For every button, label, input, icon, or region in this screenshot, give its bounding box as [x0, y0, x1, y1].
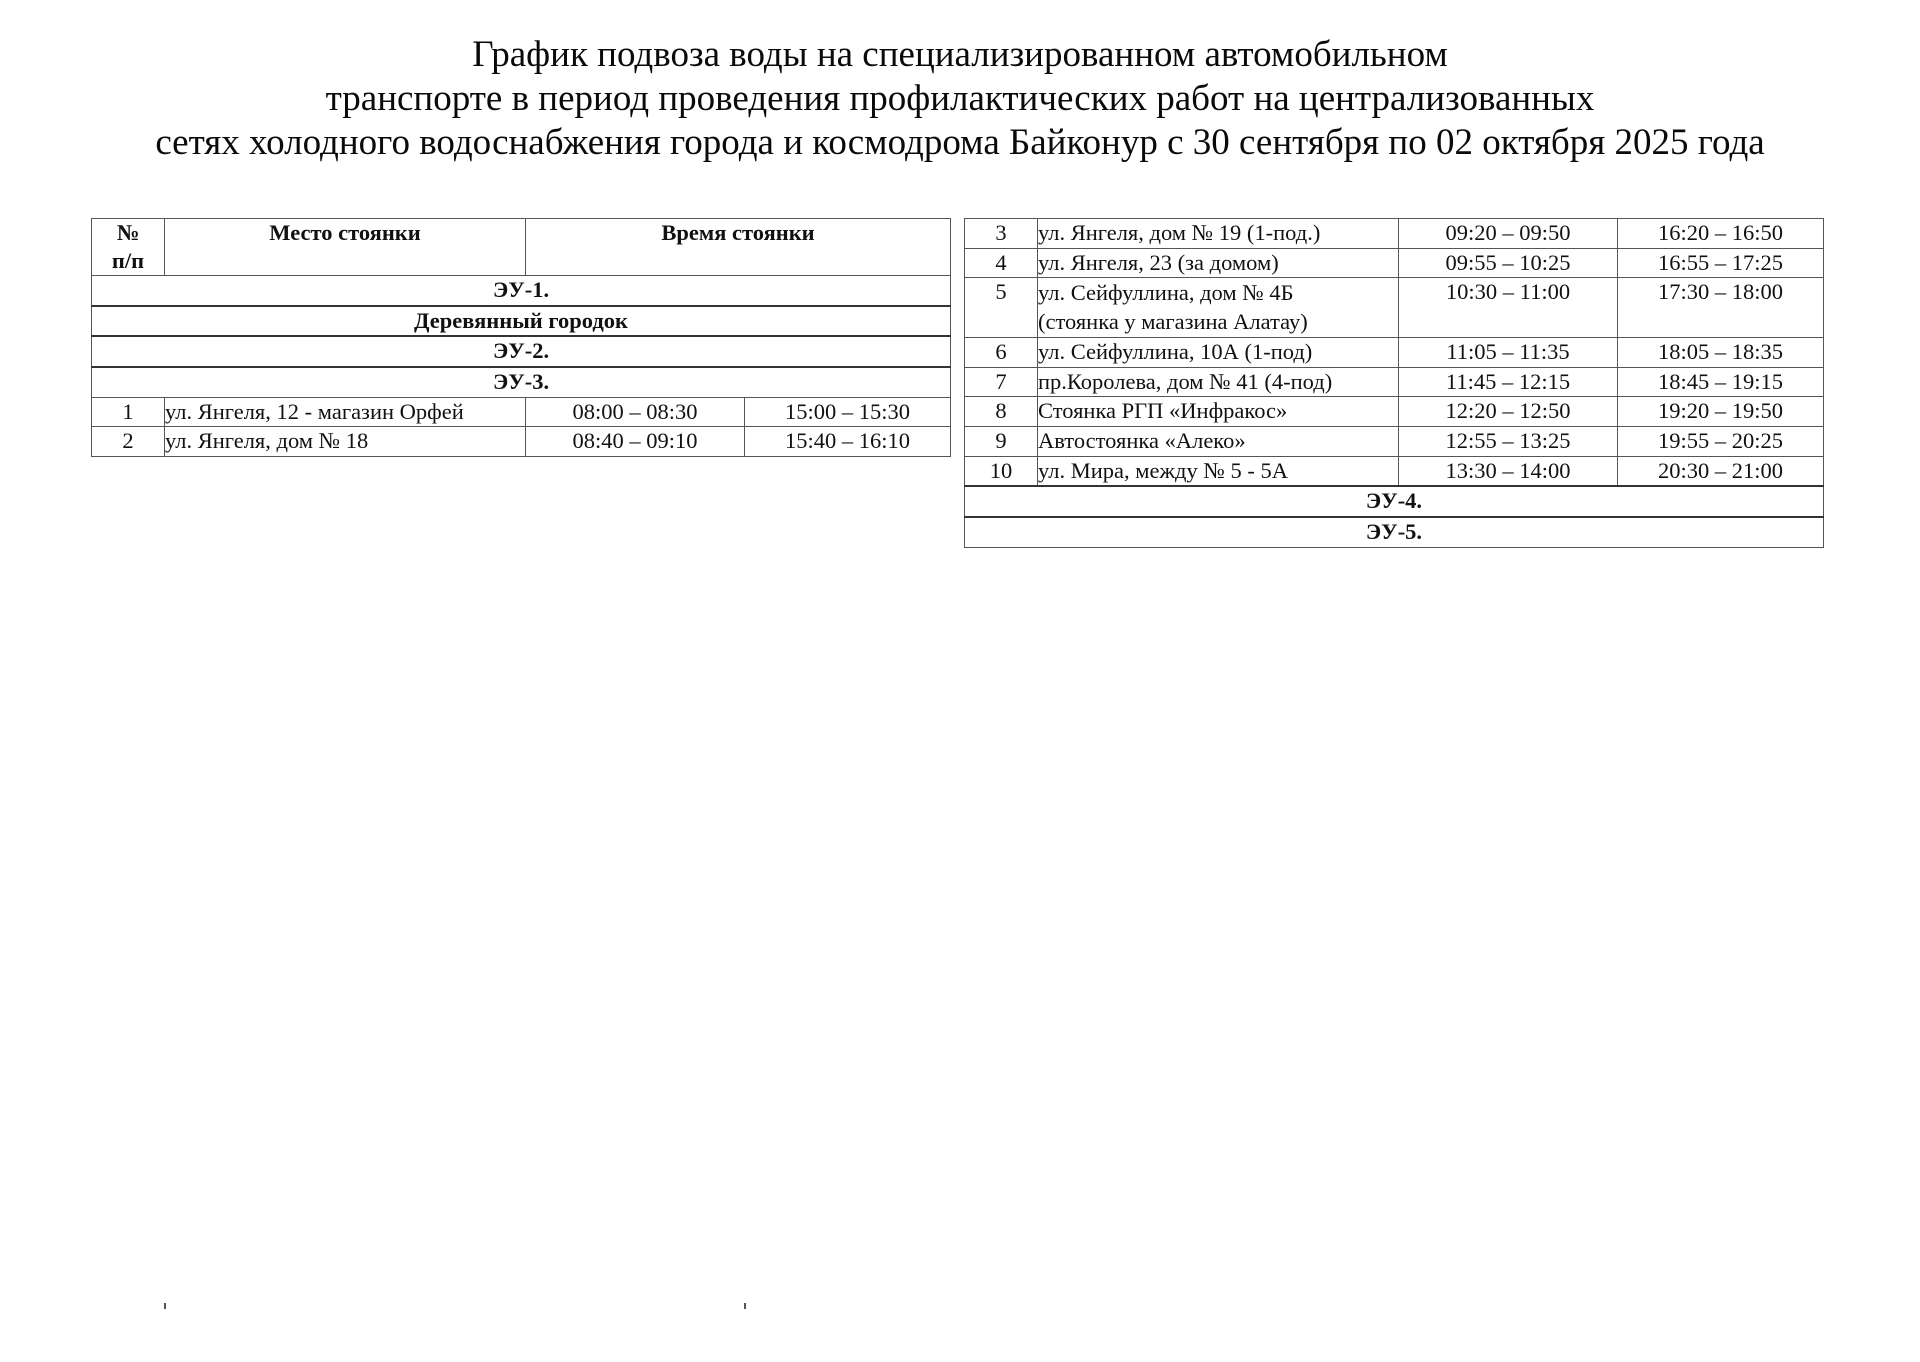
row-time-evening: 15:40 – 16:10: [745, 427, 951, 457]
row-time-evening: 17:30 – 18:00: [1618, 278, 1824, 338]
row-address: Автостоянка «Алеко»: [1038, 426, 1399, 456]
title-line-2: транспорте в период проведения профилактических работ на централизованных: [325, 78, 1595, 119]
table-header-row: [92, 219, 951, 276]
section-label: ЭУ-5.: [965, 517, 1824, 547]
table-row: [965, 248, 1824, 278]
section-header-row: [92, 306, 951, 337]
row-time-evening: 16:20 – 16:50: [1618, 219, 1824, 249]
section-label: ЭУ-1.: [92, 276, 951, 306]
table-row: [92, 397, 951, 427]
schedule-table-right: [964, 218, 1824, 548]
row-number: 3: [965, 219, 1038, 249]
row-address-line-2: (стоянка у магазина Алатау): [1038, 309, 1308, 335]
table-border-stub: [164, 1303, 166, 1309]
table-row: [965, 367, 1824, 397]
table-row: [965, 219, 1824, 249]
row-time-evening: 19:20 – 19:50: [1618, 397, 1824, 427]
document-title: [0, 33, 1920, 165]
section-header-row: [92, 336, 951, 367]
row-time-morning: 11:05 – 11:35: [1399, 337, 1618, 367]
row-time-morning: 09:55 – 10:25: [1399, 248, 1618, 278]
row-number: 9: [965, 426, 1038, 456]
table-row: [965, 397, 1824, 427]
section-header-row: [92, 367, 951, 397]
header-number: [92, 219, 165, 276]
row-address: [1038, 278, 1399, 338]
schedule-table-left: [91, 218, 951, 457]
row-time-morning: 13:30 – 14:00: [1399, 456, 1618, 486]
section-header-row: [92, 276, 951, 306]
table-row: [965, 337, 1824, 367]
table-row: [965, 278, 1824, 338]
row-time-morning: 09:20 – 09:50: [1399, 219, 1618, 249]
header-time: Время стоянки: [526, 219, 951, 276]
section-label: Деревянный городок: [92, 306, 951, 337]
row-address: ул. Мира, между № 5 - 5А: [1038, 456, 1399, 486]
row-address: ул. Янгеля, 12 - магазин Орфей: [165, 397, 526, 427]
row-time-evening: 15:00 – 15:30: [745, 397, 951, 427]
row-time-morning: 12:20 – 12:50: [1399, 397, 1618, 427]
row-address: Стоянка РГП «Инфракос»: [1038, 397, 1399, 427]
table-row: [965, 426, 1824, 456]
title-line-3: сетях холодного водоснабжения города и космодрома Байконур с 30 сентября по 02 октября 2025 года: [155, 122, 1765, 163]
row-address: пр.Королева, дом № 41 (4-под): [1038, 367, 1399, 397]
row-time-evening: 16:55 – 17:25: [1618, 248, 1824, 278]
table-row: [92, 427, 951, 457]
section-label: ЭУ-3.: [92, 367, 951, 397]
row-time-evening: 18:05 – 18:35: [1618, 337, 1824, 367]
section-label: ЭУ-2.: [92, 336, 951, 367]
row-number: 4: [965, 248, 1038, 278]
row-time-evening: 18:45 – 19:15: [1618, 367, 1824, 397]
row-address: ул. Янгеля, дом № 19 (1-под.): [1038, 219, 1399, 249]
header-number-symbol: №: [116, 220, 140, 245]
row-number: 7: [965, 367, 1038, 397]
row-time-evening: 20:30 – 21:00: [1618, 456, 1824, 486]
row-time-morning: 08:40 – 09:10: [526, 427, 745, 457]
row-address: ул. Янгеля, 23 (за домом): [1038, 248, 1399, 278]
row-address-line-1: ул. Сейфуллина, дом № 4Б: [1038, 280, 1294, 306]
row-time-evening: 19:55 – 20:25: [1618, 426, 1824, 456]
row-number: 2: [92, 427, 165, 457]
section-header-row: [965, 517, 1824, 547]
section-header-row: [965, 486, 1824, 517]
table-row: [965, 456, 1824, 486]
row-number: 5: [965, 278, 1038, 338]
row-time-morning: 10:30 – 11:00: [1399, 278, 1618, 338]
section-label: ЭУ-4.: [965, 486, 1824, 517]
row-address: ул. Сейфуллина, 10А (1-под): [1038, 337, 1399, 367]
row-number: 10: [965, 456, 1038, 486]
row-number: 1: [92, 397, 165, 427]
row-address: ул. Янгеля, дом № 18: [165, 427, 526, 457]
row-time-morning: 11:45 – 12:15: [1399, 367, 1618, 397]
header-place: Место стоянки: [165, 219, 526, 276]
header-number-pp: п/п: [111, 248, 145, 273]
row-time-morning: 08:00 – 08:30: [526, 397, 745, 427]
row-number: 6: [965, 337, 1038, 367]
table-border-stub: [744, 1303, 746, 1309]
row-time-morning: 12:55 – 13:25: [1399, 426, 1618, 456]
row-number: 8: [965, 397, 1038, 427]
title-line-1: График подвоза воды на специализированном автомобильном: [472, 34, 1448, 75]
